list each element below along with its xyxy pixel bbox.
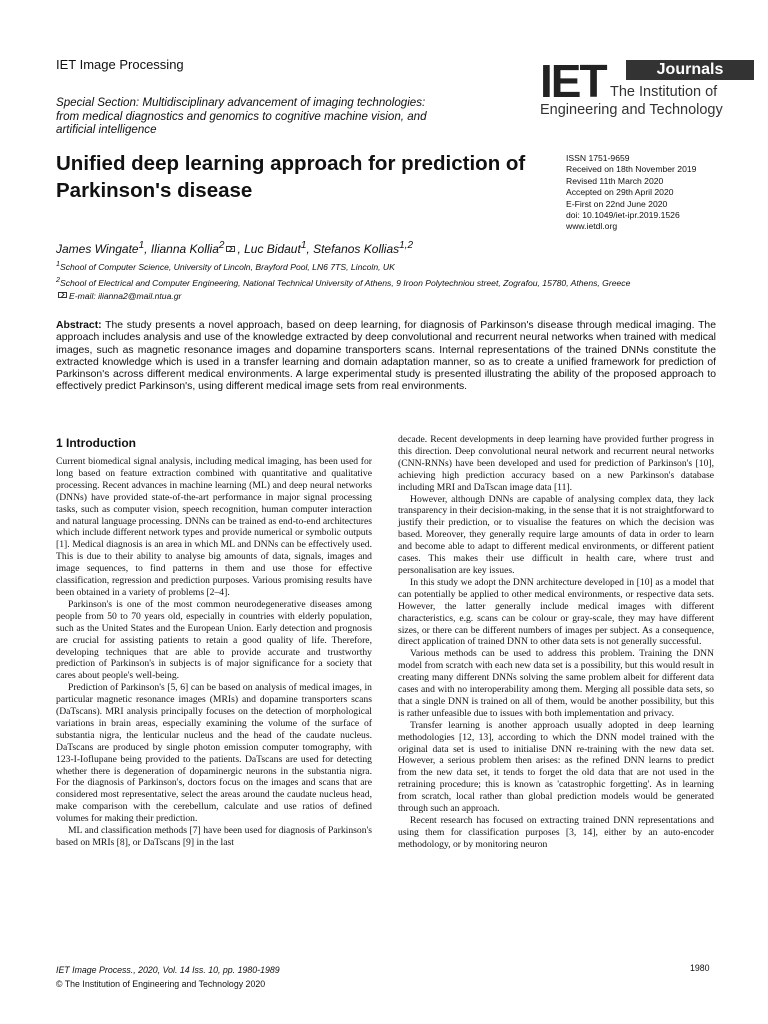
affiliation-text: School of Electrical and Computer Engineering, National Technical University of Athens, 9 Iroon Polytechniou street, Zografou, 15780, Athens, Greece xyxy=(59,277,631,288)
author-affiliation-sup: 2 xyxy=(218,240,225,251)
logo-institution-line1: The Institution of xyxy=(610,84,718,100)
citation-line: IET Image Process., 2020, Vol. 14 Iss. 10, pp. 1980-1989 xyxy=(56,965,280,975)
revised-date: Revised 11th March 2020 xyxy=(566,175,664,186)
author-affiliation-sup: 1 xyxy=(138,240,145,251)
iet-logo xyxy=(540,55,724,124)
logo-mark: IET xyxy=(540,55,606,107)
paragraph: Parkinson's is one of the most common neurodegenerative diseases among people from 50 to 70 years old, especially in countries with elderly population, such as the United States and the European Union. Early detection and prognosis are crucial for assisting patients to retain a good quality of life. Therefore, developing techniques that are able to provide accurate and trustworthy prediction of Parkinson's in subjects is of major significance for a society that cares about people's well-being. xyxy=(56,598,372,682)
affiliation-sup: 1 xyxy=(56,260,60,268)
author-name: James Wingate xyxy=(56,242,139,256)
email-text[interactable]: E-mail: ilianna2@mail.ntua.gr xyxy=(69,290,182,301)
special-section-note: Special Section: Multidisciplinary advancement of imaging technologies: from medical diagnostics and genomics to cognitive machine vision, and artificial intelligence xyxy=(56,96,427,136)
received-date: Received on 18th November 2019 xyxy=(566,164,697,175)
section-heading: 1 Introduction xyxy=(56,436,136,450)
author-name: Luc Bidaut xyxy=(244,242,301,256)
logo-journals-label: Journals xyxy=(626,60,754,80)
author-list: James Wingate$^1$, Ilianna Kollia$^2$ , Luc Bidaut$^1$, Stefanos Kollias$^{1,2}$ xyxy=(56,240,414,256)
corresponding-email xyxy=(56,290,716,303)
accepted-date: Accepted on 29th April 2020 xyxy=(566,187,674,198)
footer-citation xyxy=(56,963,280,991)
paragraph: In this study we adopt the DNN architecture developed in [10] as a model that can potentially be applied to other medical environments, or respective data sets. However, the latter generally include medical images with different characteristics, e.g. scans can be colour or gray-scale, they may have different sizes, or there can be different numbers of images per subject. As a consequence, direct application of trained DNN to other data sets is not generally successful. xyxy=(398,576,714,648)
author-affiliation-sup: 1,2 xyxy=(399,240,414,251)
affiliation-2 xyxy=(56,274,716,290)
paragraph: ML and classification methods [7] have been used for diagnosis of Parkinson's based on MRIs [8], or DaTscans [9] in the last xyxy=(56,825,372,848)
author-name: Stefanos Kollias xyxy=(313,242,400,256)
paragraph: decade. Recent developments in deep learning have provided further progress in this direction. Deep convolutional neural network and recurrent neural networks (CNN-RNNs) have been developed and used for prediction of Parkinson's [10], achieving high prediction accuracy based on a new Parkinson's database including MRI and DaTscan image data [11]. xyxy=(398,434,714,493)
paragraph: Current biomedical signal analysis, including medical imaging, has been used for long based on feature extraction combined with quantitative and qualitative processing. Recent advances in machine learning (ML) and deep neural networks (DNNs) have provided state-of-the-art performance in major signal processing tasks, such as computer vision, speech recognition, human computer interaction and natural language processing. DNNs can be trained as end-to-end architectures which include different network types and provide numerical or symbolic outputs [1]. Medical diagnosis is an area in which ML and DNNs can be effectively used. This is due to their ability to analyse big amounts of data, signals, images and image sequences, to find patterns in them and use those for effective classification, regression and prediction purposes. Various promising results have been obtained in a variety of problems [2–4]. xyxy=(56,456,372,598)
affiliation-1 xyxy=(56,258,716,274)
issn: ISSN 1751-9659 xyxy=(566,153,630,163)
author-affiliation-sup: 1 xyxy=(300,240,307,251)
article-metadata xyxy=(566,153,736,233)
copyright-line: © The Institution of Engineering and Technology 2020 xyxy=(56,979,266,989)
page-number: 1980 xyxy=(690,963,710,973)
logo-institution-line2: Engineering and Technology xyxy=(540,102,723,118)
author-name: Ilianna Kollia xyxy=(150,242,219,256)
efirst-date: E-First on 22nd June 2020 xyxy=(566,198,668,209)
envelope-icon xyxy=(58,292,67,298)
paragraph: However, although DNNs are capable of analysing complex data, they lack transparency in their decision-making, in the sense that it is not straightforward to justify their prediction, or to visualise the features on which the decision was based. Moreover, they generally require large amounts of data in order to learn and become able to adapt to different medical environments, or different patient cases. This makes their use difficult in health care, where trust and personalisation are key issues. xyxy=(398,493,714,576)
website-link[interactable]: www.ietdl.org xyxy=(566,221,618,232)
paragraph: Transfer learning is another approach usually adopted in deep learning methodologies [12, 13], according to which the DNN model trained with the original data set is used to initialise DNN re-training with the new data set. However, a serious problem then arises: as the refined DNN learns to predict from the new data set, it tends to forget the old data that are not used in the retraining procedure; this is known as 'catastrophic forgetting'. As in learning from scratch, local rather than global prediction models would be generated through such an approach. xyxy=(398,719,714,815)
affiliation-text: School of Computer Science, University of Lincoln, Brayford Pool, LN6 7TS, Lincoln, UK xyxy=(59,261,395,272)
journal-name: IET Image Processing xyxy=(56,57,184,72)
paragraph: Recent research has focused on extracting trained DNN representations and using them for classification purposes [3, 14], either by an auto-encoder methodology, or by monitoring neuron xyxy=(398,815,714,850)
affiliation-sup: 2 xyxy=(56,275,60,284)
doi[interactable]: doi: 10.1049/iet-ipr.2019.1526 xyxy=(566,210,680,221)
paper-title: Unified deep learning approach for prediction of Parkinson's disease xyxy=(56,152,526,202)
envelope-icon xyxy=(226,246,235,252)
left-column xyxy=(56,456,372,849)
abstract-label: Abstract: xyxy=(56,320,102,331)
right-column xyxy=(398,434,714,851)
abstract xyxy=(56,320,716,394)
affiliations xyxy=(56,258,716,303)
paragraph: Prediction of Parkinson's [5, 6] can be based on analysis of medical images, in particular magnetic resonance images (MRIs) and dopamine transporters scans (DaTscans). MRI analysis principally focuses on the detection of morphological variations in brain areas, especially examining the volume of the surface of substantia nigra, the lenticular nucleus and the head of the caudate nucleus. DaTscans are produced by single photon emission computer tomography, with 123-I-Ioflupane being provided to the patients. DaTscans are used for detecting whether there is degeneration of dopaminergic neurons in the substantia nigra. For the diagnosis of Parkinson's, doctors focus on the images and scans that are considered most representative, select the areas around the caudate nucleus head, make comparison with the cerebellum, calculate and use ratios of defined volumes for making their prediction. xyxy=(56,682,372,825)
abstract-text: The study presents a novel approach, based on deep learning, for diagnosis of Parkinson's disease through medical imaging. The approach includes analysis and use of the knowledge extracted by deep convolutional and recurrent neural networks when trained with medical images, such as magnetic resonance images and dopamine transporters scans. Internal representations of the trained DNNs constitute the extracted knowledge which is used in a transfer learning and domain adaptation manner, so as to create a unified framework for prediction of Parkinson's across different medical environments. A large experimental study is presented illustrating the ability of the proposed approach to effectively predict Parkinson's, using different medical image sets from real environments. xyxy=(56,320,716,393)
paragraph: Various methods can be used to address this problem. Training the DNN model from scratch with each new data set is a possibility, but this would result in creating many different DNNs solving the same problem albeit for different data cases and with no interoperability among them. Merging all possible data sets, so that a single DNN is trained on all of them, would be another possibility, but this is rather unfeasible due to issues with both implementation and privacy. xyxy=(398,648,714,719)
